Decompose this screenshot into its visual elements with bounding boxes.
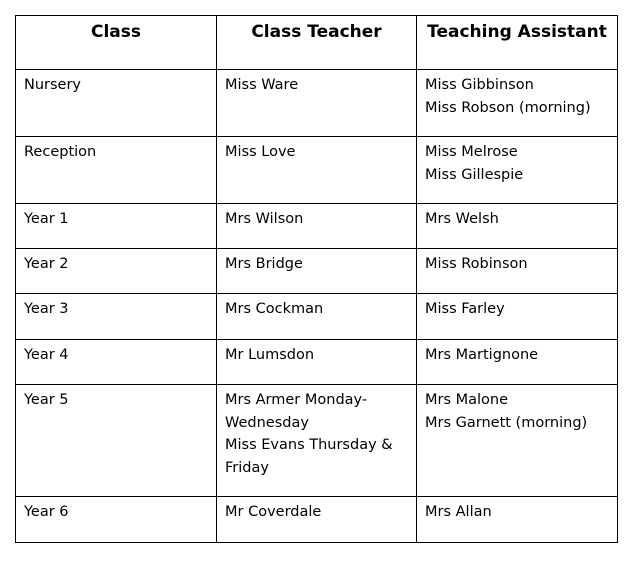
- assistant-cell: [417, 204, 618, 249]
- assistant-name: Miss Robinson: [425, 256, 528, 272]
- assistant-cell: [417, 137, 618, 204]
- header-class: Class: [16, 16, 217, 70]
- teacher-cell: [217, 294, 417, 340]
- teacher-name: Mrs Bridge: [225, 256, 303, 272]
- assistant-cell: [417, 497, 618, 543]
- header-row: [16, 16, 618, 70]
- teacher-cell: [217, 70, 417, 137]
- class-cell: Year 2: [16, 249, 217, 294]
- class-cell: Nursery: [16, 70, 217, 137]
- header-teaching-assistant: Teaching Assistant: [417, 16, 618, 70]
- assistant-cell: [417, 340, 618, 385]
- table-row: [16, 497, 618, 543]
- staff-table: [15, 15, 618, 543]
- assistant-name: Mrs Welsh: [425, 211, 499, 227]
- teacher-name: Mrs Cockman: [225, 301, 324, 317]
- teacher-cell: [217, 137, 417, 204]
- assistant-cell: [417, 70, 618, 137]
- teacher-name: Mr Lumsdon: [225, 347, 315, 363]
- table-row: [16, 294, 618, 340]
- table-row: [16, 340, 618, 385]
- table-row: [16, 385, 618, 497]
- teacher-cell: [217, 340, 417, 385]
- teacher-cell: [217, 497, 417, 543]
- assistant-cell: [417, 294, 618, 340]
- assistant-cell: [417, 249, 618, 294]
- table-row: [16, 70, 618, 137]
- teacher-name: Miss Ware: [225, 77, 299, 93]
- header-class-teacher: Class Teacher: [217, 16, 417, 70]
- teacher-name: Mrs Wilson: [225, 211, 304, 227]
- assistant-name: Miss Robson (morning): [425, 99, 591, 116]
- class-cell: Year 3: [16, 294, 217, 340]
- teacher-cell: [217, 204, 417, 249]
- class-cell: Reception: [16, 137, 217, 204]
- class-cell: Year 1: [16, 204, 217, 249]
- teacher-name: Miss Love: [225, 144, 296, 160]
- assistant-name: Miss Farley: [425, 301, 505, 317]
- assistant-name: Mrs Martignone: [425, 347, 539, 363]
- assistant-name: Miss Gibbinson: [425, 77, 534, 93]
- assistant-name: Mrs Malone: [425, 392, 509, 408]
- class-cell: Year 5: [16, 385, 217, 497]
- assistant-name: Mrs Garnett (morning): [425, 414, 588, 431]
- table-row: [16, 137, 618, 204]
- table-row: [16, 249, 618, 294]
- teacher-name: Miss Evans Thursday & Friday: [225, 437, 393, 476]
- assistant-name: Miss Melrose: [425, 144, 518, 160]
- class-cell: Year 4: [16, 340, 217, 385]
- assistant-cell: [417, 385, 618, 497]
- teacher-name: Mr Coverdale: [225, 504, 322, 520]
- teacher-name: Mrs Armer Monday-Wednesday: [225, 392, 368, 431]
- teacher-cell: [217, 249, 417, 294]
- table-row: [16, 204, 618, 249]
- teacher-cell: [217, 385, 417, 497]
- class-cell: Year 6: [16, 497, 217, 543]
- assistant-name: Mrs Allan: [425, 504, 492, 520]
- assistant-name: Miss Gillespie: [425, 166, 524, 183]
